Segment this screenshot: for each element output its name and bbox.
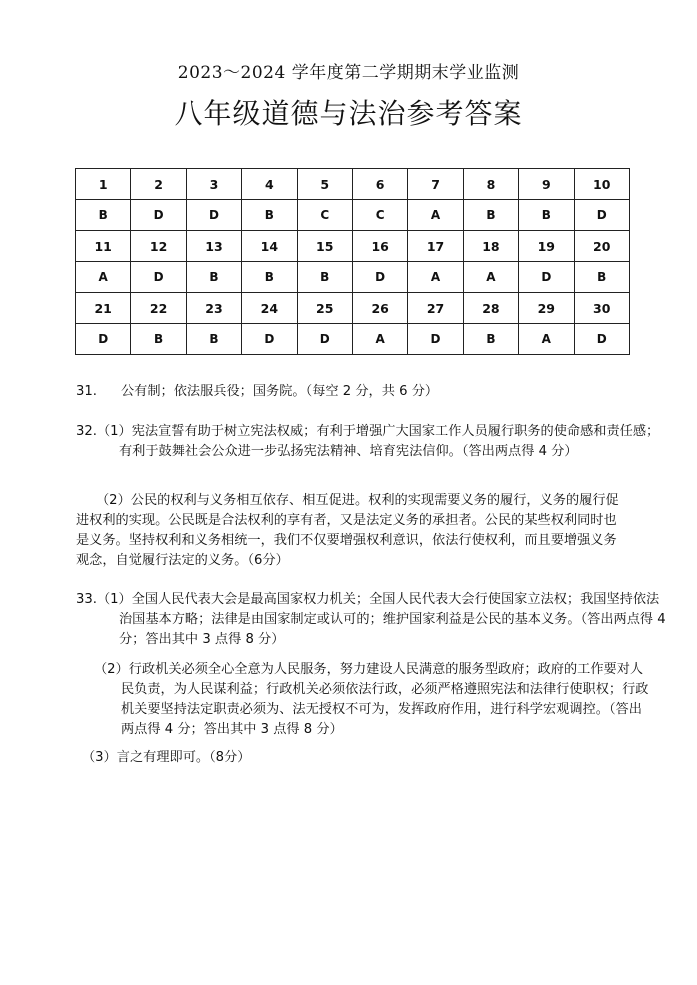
question-number-cell: 13 [186,231,241,262]
question-number-cell: 26 [352,293,407,324]
answer-cell: D [574,324,629,355]
q32-number: 32. [76,424,97,439]
question-number-cell: 15 [297,231,352,262]
question-number-cell: 21 [76,293,131,324]
exam-subtitle: 2023～2024 学年度第二学期期末学业监测 [177,63,520,83]
q33-part3 [82,748,622,768]
q31-answer [76,382,636,402]
question-number-cell: 30 [574,293,629,324]
answer-cell: D [519,262,574,293]
question-number-cell: 27 [408,293,463,324]
q33-part3-text: 言之有理即可。（8分） [116,750,251,765]
answer-cell: D [186,200,241,231]
question-number-cell: 24 [242,293,297,324]
answer-cell: B [574,262,629,293]
answer-cell: C [297,200,352,231]
q32-part1 [76,422,667,462]
answer-table [75,168,630,355]
answer-cell: B [463,324,518,355]
question-number-cell: 5 [297,169,352,200]
table-row [76,293,630,324]
question-number-cell: 14 [242,231,297,262]
answer-cell: B [186,262,241,293]
question-number-cell: 10 [574,169,629,200]
answer-cell: B [463,200,518,231]
question-number-cell: 29 [519,293,574,324]
page-title: 八年级道德与法治参考答案 [174,97,523,130]
q33-part1-label: （1） [96,592,132,607]
question-number-cell: 4 [242,169,297,200]
question-number-cell: 9 [519,169,574,200]
q33-part2-label: （2） [94,662,129,677]
question-number-cell: 7 [408,169,463,200]
q33-part3-label: （3） [82,750,117,765]
question-number-cell: 16 [352,231,407,262]
answer-cell: A [408,262,463,293]
question-number-cell: 23 [186,293,241,324]
answer-cell: A [463,262,518,293]
answer-cell: D [297,324,352,355]
q31-text: 公有制；依法服兵役；国务院。（每空 2 分，共 6 分） [121,384,439,399]
answer-cell: C [352,200,407,231]
q32-part1-text: 宪法宣誓有助于树立宪法权威；有利于增强广大国家工作人员履行职务的使命感和责任感；有利于鼓舞社会公众进一步弘扬宪法精神、培育宪法信仰。（答出两点得 4 分） [119,424,660,459]
question-number-cell: 12 [131,231,186,262]
answer-cell: B [242,200,297,231]
answer-cell: D [242,324,297,355]
answer-cell: B [186,324,241,355]
table-row [76,324,630,355]
q33-part2-text: 行政机关必须全心全意为人民服务，努力建设人民满意的服务型政府；政府的工作要对人民负责，为人民谋利益；行政机关必须依法行政，必须严格遵照宪法和法律行使职权；行政机关要坚持法定职责必须为、法无授权不可为，发挥政府作用，进行科学宏观调控。（答出两点得 4 分；答出其中 3 点得 8 分） [121,662,649,737]
q32-part2-text: 公民的权利与义务相互依存、相互促进。权利的实现需要义务的履行，义务的履行促进权利的实现。公民既是合法权利的享有者，又是法定义务的承担者。公民的某些权利同时也是义务。坚持权利和义务相统一，我们不仅要增强权利意识，依法行使权利，而且要增强义务观念，自觉履行法定的义务。（6分） [76,493,619,568]
answer-cell: D [131,200,186,231]
question-number-cell: 1 [76,169,131,200]
answer-cell: A [408,200,463,231]
answer-cell: B [242,262,297,293]
question-number-cell: 22 [131,293,186,324]
answer-cell: D [352,262,407,293]
question-number-cell: 25 [297,293,352,324]
q33-part1 [76,590,667,650]
table-row [76,262,630,293]
q32-part2-label: （2） [96,493,131,508]
answer-cell: B [297,262,352,293]
answer-cell: D [131,262,186,293]
question-number-cell: 8 [463,169,518,200]
question-number-cell: 17 [408,231,463,262]
q31-number: 31. [76,384,97,399]
q32-part2 [76,491,624,571]
question-number-cell: 20 [574,231,629,262]
question-number-cell: 18 [463,231,518,262]
q32-part1-label: （1） [96,424,132,439]
table-row [76,169,630,200]
question-number-cell: 19 [519,231,574,262]
answer-cell: D [76,324,131,355]
answer-cell: D [574,200,629,231]
question-number-cell: 11 [76,231,131,262]
q33-number: 33. [76,592,97,607]
question-number-cell: 3 [186,169,241,200]
answer-cell: A [352,324,407,355]
answer-cell: B [76,200,131,231]
answer-cell: A [519,324,574,355]
question-number-cell: 6 [352,169,407,200]
question-number-cell: 28 [463,293,518,324]
table-row [76,200,630,231]
q33-part1-text: 全国人民代表大会是最高国家权力机关；全国人民代表大会行使国家立法权；我国坚持依法治国基本方略；法律是由国家制定或认可的；维护国家利益是公民的基本义务。（答出两点得 4 分；答出其中 3 点得 8 分） [119,592,666,647]
answer-cell: B [131,324,186,355]
answer-cell: A [76,262,131,293]
question-number-cell: 2 [131,169,186,200]
answer-cell: B [519,200,574,231]
table-row [76,231,630,262]
answer-cell: D [408,324,463,355]
q33-part2 [94,660,651,740]
